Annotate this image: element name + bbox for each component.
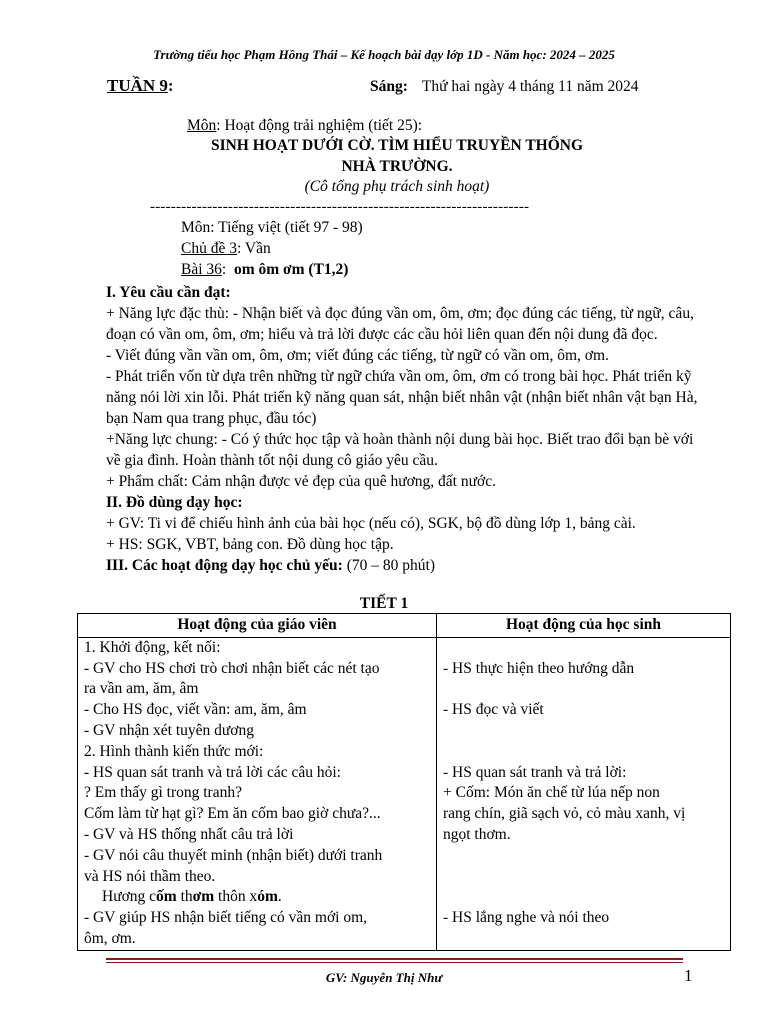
teacher-line: - GV nói câu thuyết minh (nhận biết) dưới tranh <box>84 846 383 864</box>
student-line <box>443 721 724 742</box>
example-part-bold: ốm <box>156 888 177 906</box>
teacher-line: - GV cho HS chơi trò chơi nhận biết các nét tạo <box>84 659 380 677</box>
objective-specific: + Năng lực đặc thù: - Nhận biết và đọc đúng vần om, ôm, ơm; đọc đúng các tiếng, từ ngữ, câu, đoạn có vần om, ôm, ơm; hiểu và trả lời được các cầu hỏi liên quan đến nội dung đã đọc. <box>106 305 694 343</box>
section-2-heading: II. Đồ dùng dạy học: <box>106 494 243 511</box>
student-line <box>443 742 724 763</box>
teacher-line: Cốm làm từ hạt gì? Em ăn cốm bao giờ chưa?... <box>84 805 381 823</box>
student-line <box>443 846 724 867</box>
topic-label: Chủ đề 3 <box>181 240 237 257</box>
vietnamese-topic <box>181 240 271 258</box>
teacher-activities-cell <box>78 637 437 950</box>
session-label: Sáng: <box>370 78 408 95</box>
student-line: - HS lắng nghe và nói theo <box>443 909 610 927</box>
period-title: TIẾT 1 <box>359 595 409 612</box>
footer-rule <box>106 958 683 960</box>
example-sentence <box>84 887 430 908</box>
experience-note: (Cô tổng phụ trách sinh hoạt) <box>304 178 490 195</box>
example-part-bold: óm <box>257 888 278 906</box>
objective-writing: - Viết đúng vần vần om, ôm, ơm; viết đúng các tiếng, từ ngữ có vần om, ôm, ơm. <box>106 347 609 364</box>
lesson-title: om ôm ơm (T1,2) <box>233 261 349 278</box>
student-line <box>443 887 724 908</box>
vietnamese-lesson <box>181 261 348 279</box>
student-line: + Cốm: Món ăn chế từ lúa nếp non <box>443 784 660 802</box>
teacher-line: - Cho HS đọc, viết vần: am, ăm, âm <box>84 701 307 719</box>
objective-vocabulary: - Phát triển vốn từ dựa trên những từ ngữ chứa vần om, ôm, ơm có trong bài học. Phát triển kỹ năng nói lời xin lỗi. Phát triển kỹ năng quan sát, nhận biết nhân vật (nhận biết nhân vật bạn Hà, bạn Nam qua trang phục, đầu tóc) <box>106 368 698 427</box>
week-colon: : <box>167 76 174 95</box>
page-number: 1 <box>684 966 693 985</box>
student-line <box>443 867 724 888</box>
student-line: - HS đọc và viết <box>443 701 544 719</box>
example-part: th <box>176 888 193 906</box>
lesson-label: Bài 36 <box>181 261 222 278</box>
objective-general: +Năng lực chung: - Có ý thức học tập và hoàn thành nội dung bài học. Biết trao đổi bạn bè với về gia đình. Hoàn thành tốt nội dung cô giáo yêu cầu. <box>106 431 694 469</box>
student-line: ngọt thơm. <box>443 825 511 843</box>
student-line: - HS thực hiện theo hướng dẫn <box>443 659 635 677</box>
footer-teacher: GV: Nguyễn Thị Như <box>325 970 443 985</box>
lesson-objectives <box>106 282 710 576</box>
experience-subject <box>187 117 422 135</box>
example-part-bold: ơm <box>192 888 215 906</box>
example-part: thôn x <box>214 888 258 906</box>
teacher-line: - GV nhận xét tuyên dương <box>84 721 254 739</box>
objective-quality: + Phẩm chất: Cảm nhận được vẻ đẹp của quê hương, đất nước. <box>106 473 496 490</box>
document-header: Trường tiểu học Phạm Hồng Thái – Kế hoạch bài dạy lớp 1D - Năm học: 2024 – 2025 <box>153 47 615 62</box>
teacher-line: ? Em thấy gì trong tranh? <box>84 784 242 802</box>
footer-rule-thin <box>106 962 683 963</box>
experience-subject-text: : Hoạt động trải nghiệm (tiết 25): <box>216 117 423 134</box>
section-1-heading: I. Yêu cầu cần đạt: <box>106 284 231 301</box>
teacher-line: ôm, ơm. <box>84 929 136 947</box>
teacher-line: 1. Khởi động, kết nối: <box>84 638 221 656</box>
topic-text: : Vần <box>236 240 271 257</box>
materials-teacher: + GV: Ti vi để chiếu hình ảnh của bài học (nếu có), SGK, bộ đồ dùng lớp 1, bảng cài. <box>106 515 636 532</box>
section-3-heading: III. Các hoạt động dạy học chủ yếu: <box>106 557 343 574</box>
section-3-time: (70 – 80 phút) <box>342 557 435 574</box>
materials-student: + HS: SGK, VBT, bảng con. Đồ dùng học tập. <box>106 536 394 553</box>
example-part: . <box>277 888 282 906</box>
week-label <box>107 76 174 96</box>
vietnamese-subject: Môn: Tiếng việt (tiết 97 - 98) <box>181 219 363 236</box>
experience-title-line1: SINH HOẠT DƯỚI CỜ. TÌM HIỂU TRUYỀN THỐNG <box>210 137 584 154</box>
student-line: rang chín, giã sạch vỏ, cỏ màu xanh, vị <box>443 805 686 823</box>
teacher-line: - GV và HS thống nhất câu trả lời <box>84 825 294 843</box>
table-header-row <box>78 614 731 638</box>
student-line <box>443 679 724 700</box>
student-activities-cell <box>437 637 731 950</box>
week-text: TUẦN 9 <box>107 76 168 95</box>
teacher-line: 2. Hình thành kiến thức mới: <box>84 742 264 760</box>
student-line <box>443 929 724 950</box>
student-line: - HS quan sát tranh và trả lời: <box>443 763 627 781</box>
teacher-line: - HS quan sát tranh và trả lời các câu hỏi: <box>84 763 341 781</box>
teacher-line: - GV giúp HS nhận biết tiếng có vần mới om, <box>84 909 368 927</box>
lesson-date <box>370 78 639 96</box>
date-text: Thứ hai ngày 4 tháng 11 năm 2024 <box>421 78 639 95</box>
example-part: Hương c <box>102 888 157 906</box>
teacher-line: và HS nói thầm theo. <box>84 867 216 885</box>
teacher-column-header: Hoạt động của giáo viên <box>78 614 437 638</box>
student-line <box>443 638 724 659</box>
activities-table <box>77 613 731 951</box>
experience-title-line2: NHÀ TRƯỜNG. <box>341 158 453 175</box>
table-row <box>78 637 731 950</box>
teacher-line: ra vần am, ăm, âm <box>84 680 199 698</box>
section-divider: ------------------------------------------------------------------------- <box>150 199 530 215</box>
student-column-header: Hoạt động của học sinh <box>437 614 731 638</box>
lesson-sep: : <box>221 261 227 278</box>
experience-subject-label: Môn <box>187 117 217 134</box>
